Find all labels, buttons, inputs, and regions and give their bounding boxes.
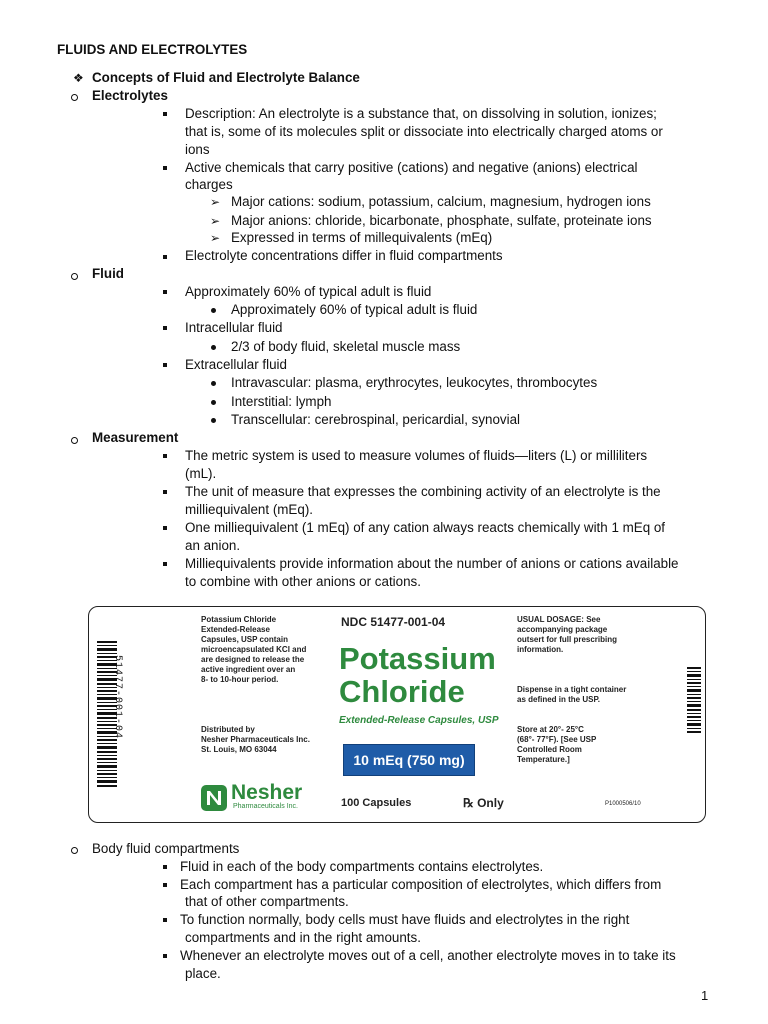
dose-badge: 10 mEq (750 mg) xyxy=(343,744,475,776)
list-item: Interstitial: lymph xyxy=(231,394,332,409)
square-bullet-icon xyxy=(163,454,167,458)
square-bullet-icon xyxy=(163,865,167,869)
label-code: P1000506/10 xyxy=(605,801,641,807)
storage-info: (68°- 77°F). [See USP xyxy=(517,735,597,744)
list-item: Major cations: sodium, potassium, calcium, magnesium, hydrogen ions xyxy=(231,194,651,209)
section-heading-concepts: Concepts of Fluid and Electrolyte Balance xyxy=(92,70,360,85)
square-bullet-icon xyxy=(163,326,167,330)
list-item: Expressed in terms of millequivalents (mEq) xyxy=(231,230,493,245)
usual-dosage: USUAL DOSAGE: See xyxy=(517,615,601,624)
label-description: Extended-Release xyxy=(201,625,270,634)
diamond-bullet-icon: ❖ xyxy=(73,71,84,85)
document-title: FLUIDS AND ELECTROLYTES xyxy=(57,42,248,57)
arrow-bullet-icon: ➢ xyxy=(210,195,221,209)
logo-text: Nesher xyxy=(231,781,303,804)
list-item: One milliequivalent (1 mEq) of any cation always reacts chemically with 1 mEq of xyxy=(185,520,666,535)
list-item: Fluid in each of the body compartments contains electrolytes. xyxy=(180,859,544,874)
list-item: place. xyxy=(185,966,221,981)
subheading-compartments: Body fluid compartments xyxy=(92,841,240,856)
distributor: St. Louis, MO 63044 xyxy=(201,745,277,754)
barcode-icon xyxy=(687,667,701,737)
distributor: Distributed by xyxy=(201,725,255,734)
square-bullet-icon xyxy=(163,562,167,566)
logo-subtext: Pharmaceuticals Inc. xyxy=(233,803,298,810)
list-item: Transcellular: cerebrospinal, pericardial, synovial xyxy=(231,412,521,427)
label-description: Potassium Chloride xyxy=(201,615,277,624)
label-description: are designed to release the xyxy=(201,655,305,664)
subheading-fluid: Fluid xyxy=(92,266,124,281)
label-description: microencapsulated KCl and xyxy=(201,645,307,654)
dot-bullet-icon xyxy=(211,418,216,423)
list-item: that is, some of its molecules split or dissociate into electrically charged atoms or xyxy=(185,124,663,139)
square-bullet-icon xyxy=(163,363,167,367)
list-item: Major anions: chloride, bicarbonate, phosphate, sulfate, proteinate ions xyxy=(231,213,652,228)
usual-dosage: information. xyxy=(517,645,564,654)
list-item: milliequivalent (mEq). xyxy=(185,502,313,517)
square-bullet-icon xyxy=(163,166,167,170)
product-name: Chloride xyxy=(339,674,465,709)
square-bullet-icon xyxy=(163,490,167,494)
list-item: Description: An electrolyte is a substance that, on dissolving in solution, ionizes; xyxy=(185,106,657,121)
square-bullet-icon xyxy=(163,112,167,116)
list-item: 2/3 of body fluid, skeletal muscle mass xyxy=(231,339,461,354)
rx-only: ℞ Only xyxy=(463,796,504,810)
list-item: Active chemicals that carry positive (cations) and negative (anions) electrical xyxy=(185,160,638,175)
list-item: Intracellular fluid xyxy=(185,320,283,335)
storage-info: Temperature.] xyxy=(517,755,570,764)
circle-bullet-icon xyxy=(71,273,78,280)
square-bullet-icon xyxy=(163,255,167,259)
list-item: Electrolyte concentrations differ in fluid compartments xyxy=(185,248,503,263)
list-item: Milliequivalents provide information about the number of anions or cations available xyxy=(185,556,679,571)
list-item: to combine with other anions or cations. xyxy=(185,574,421,589)
circle-bullet-icon xyxy=(71,847,78,854)
ndc-number: NDC 51477-001-04 xyxy=(341,615,446,629)
drug-label-image xyxy=(88,606,706,823)
dot-bullet-icon xyxy=(211,400,216,405)
usual-dosage: outsert for full prescribing xyxy=(517,635,618,644)
square-bullet-icon xyxy=(163,290,167,294)
capsule-count: 100 Capsules xyxy=(341,797,412,809)
dot-bullet-icon xyxy=(211,345,216,350)
square-bullet-icon xyxy=(163,954,167,958)
list-item: that of other compartments. xyxy=(185,894,349,909)
circle-bullet-icon xyxy=(71,437,78,444)
list-item: The unit of measure that expresses the combining activity of an electrolyte is the xyxy=(185,484,661,499)
product-name: Potassium xyxy=(339,641,496,676)
subheading-measurement: Measurement xyxy=(92,430,179,445)
nesher-logo xyxy=(201,783,341,815)
arrow-bullet-icon: ➢ xyxy=(210,214,221,228)
list-item: Intravascular: plasma, erythrocytes, leukocytes, thrombocytes xyxy=(231,375,598,390)
square-bullet-icon xyxy=(163,883,167,887)
distributor: Nesher Pharmaceuticals Inc. xyxy=(201,735,310,744)
list-item: To function normally, body cells must have fluids and electrolytes in the right xyxy=(180,912,630,927)
list-item: Extracellular fluid xyxy=(185,357,287,372)
arrow-bullet-icon: ➢ xyxy=(210,231,221,245)
list-item: charges xyxy=(185,177,233,192)
storage-info: Controlled Room xyxy=(517,745,582,754)
square-bullet-icon xyxy=(163,526,167,530)
dispense-info: as defined in the USP. xyxy=(517,695,600,704)
circle-bullet-icon xyxy=(71,94,78,101)
list-item: an anion. xyxy=(185,538,241,553)
list-item: Approximately 60% of typical adult is fluid xyxy=(231,302,478,317)
list-item: compartments and in the right amounts. xyxy=(185,930,421,945)
list-item: Whenever an electrolyte moves out of a cell, another electrolyte moves in to take its xyxy=(180,948,676,963)
usual-dosage: accompanying package xyxy=(517,625,608,634)
product-subtitle: Extended-Release Capsules, USP xyxy=(339,715,499,726)
label-description: Capsules, USP contain xyxy=(201,635,288,644)
subheading-electrolytes: Electrolytes xyxy=(92,88,168,103)
barcode-number: 51477-001-04 xyxy=(112,655,123,740)
page-number: 1 xyxy=(701,988,709,1003)
storage-info: Store at 20°- 25°C xyxy=(517,725,584,734)
nesher-logo-icon xyxy=(201,785,227,811)
dot-bullet-icon xyxy=(211,381,216,386)
list-item: The metric system is used to measure volumes of fluids—liters (L) or milliliters xyxy=(185,448,648,463)
label-description: 8- to 10-hour period. xyxy=(201,675,279,684)
list-item: Each compartment has a particular composition of electrolytes, which differs from xyxy=(180,877,662,892)
list-item: (mL). xyxy=(185,466,217,481)
dot-bullet-icon xyxy=(211,308,216,313)
list-item: Approximately 60% of typical adult is fluid xyxy=(185,284,432,299)
square-bullet-icon xyxy=(163,918,167,922)
dispense-info: Dispense in a tight container xyxy=(517,685,627,694)
list-item: ions xyxy=(185,142,210,157)
label-description: active ingredient over an xyxy=(201,665,296,674)
